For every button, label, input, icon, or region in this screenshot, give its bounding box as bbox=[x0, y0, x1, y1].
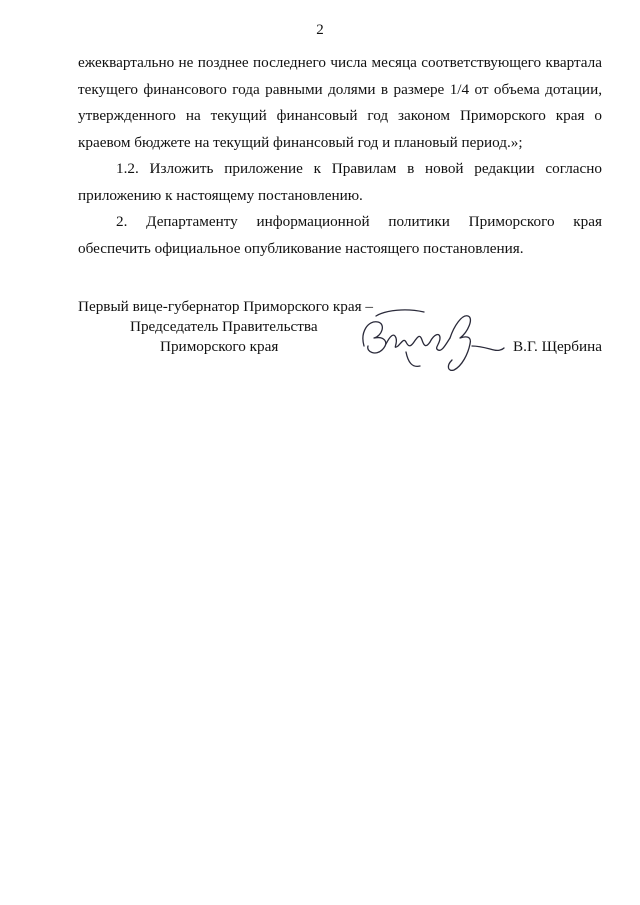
page-number: 2 bbox=[316, 22, 324, 38]
paragraph-item-1-2: 1.2. Изложить приложение к Правилам в новой редакции согласно приложению к настоящему постановлению. bbox=[78, 160, 602, 204]
paragraph-item-2: 2. Департаменту информационной политики Приморского края обеспечить официальное опубликование настоящего постановления. bbox=[78, 213, 602, 257]
signatory-title-line-2: Председатель Правительства bbox=[130, 318, 318, 335]
document-body bbox=[78, 50, 602, 262]
signatory-name: В.Г. Щербина bbox=[513, 338, 602, 355]
paragraph-continuation: ежеквартально не позднее последнего числа месяца соответствующего квартала текущего финансового года равными долями в размере 1/4 от объема дотации, утвержденного на текущий финансовый год законом Приморского края о краевом бюджете на текущий финансовый год и плановый период.»; bbox=[78, 54, 602, 151]
signatory-title-line-1: Первый вице-губернатор Приморского края – bbox=[78, 298, 373, 315]
signatory-title-line-3: Приморского края bbox=[160, 338, 279, 355]
handwritten-signature bbox=[346, 302, 506, 374]
signature-block bbox=[78, 298, 602, 388]
